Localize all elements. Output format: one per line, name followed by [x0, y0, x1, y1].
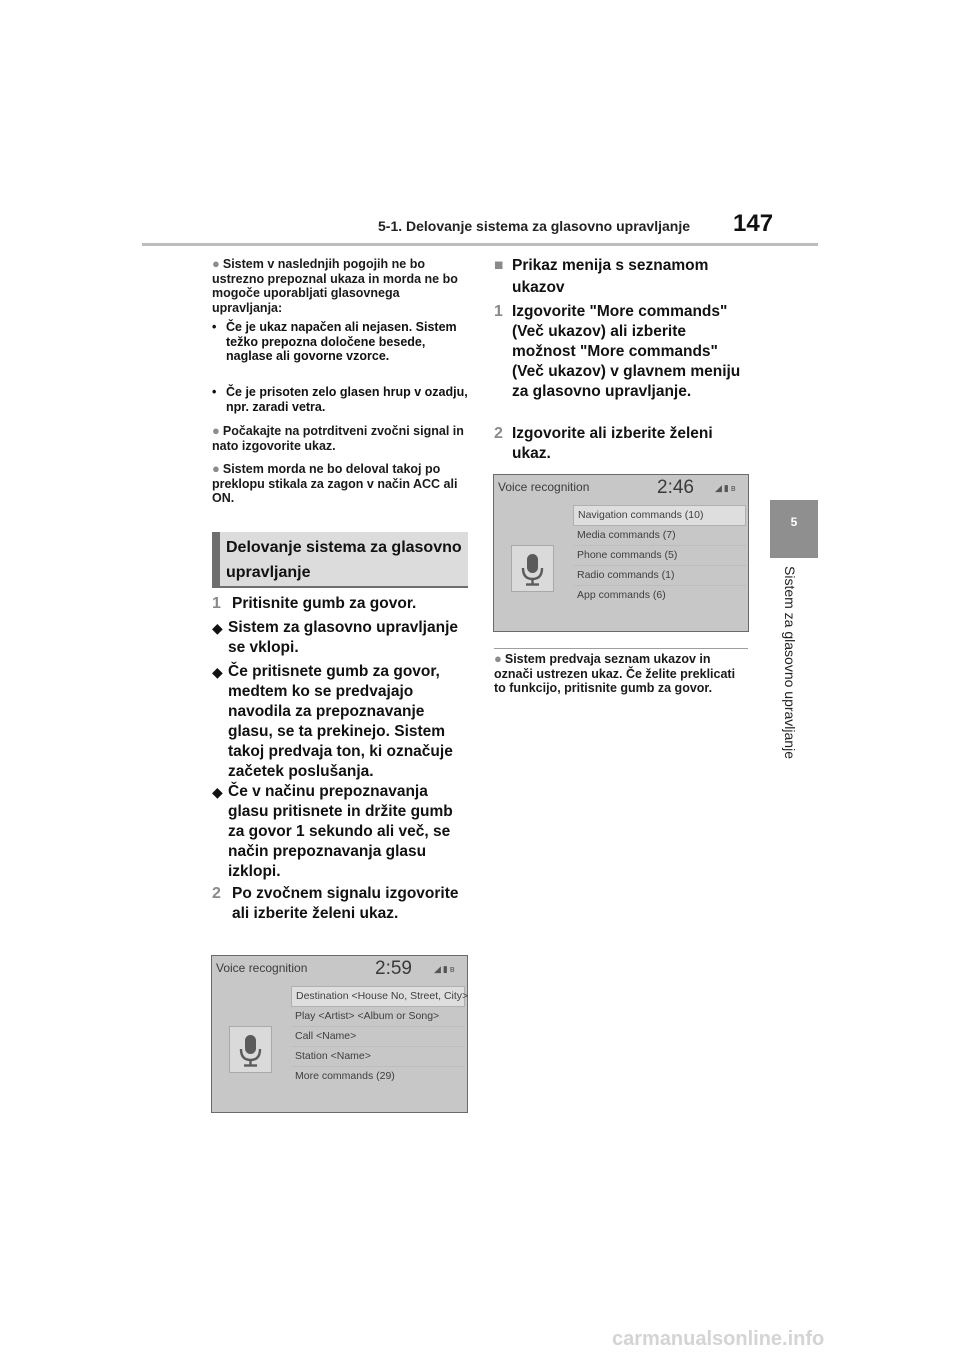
- note-2: ● Počakajte na potrditveni zvočni signal in nato izgovorite ukaz.: [212, 423, 464, 453]
- bullet-sub-icon: •: [212, 385, 217, 399]
- command-item[interactable]: More commands (29): [295, 1070, 395, 1082]
- screen-time: 2:59: [375, 958, 412, 979]
- command-item[interactable]: App commands (6): [577, 589, 666, 601]
- voice-recognition-screen-1: [211, 955, 468, 1113]
- mic-button[interactable]: [511, 545, 554, 592]
- bullet-diamond-icon: ◆: [212, 784, 223, 800]
- command-item[interactable]: Play <Artist> <Album or Song>: [291, 1007, 465, 1027]
- bullet-dot-icon: ●: [212, 256, 220, 271]
- screen-label: Voice recognition: [216, 961, 308, 975]
- bullet-dot-icon: ●: [212, 423, 220, 438]
- signal-icon: ◢: [434, 964, 443, 974]
- diamond-item-3: ◆ Če v načinu prepoznavanja glasu pritisnete in držite gumb za govor 1 sekundo ali več, se način prepoznavanja glasu izklopi.: [212, 783, 453, 880]
- lock-icon: ▮: [442, 964, 450, 974]
- bluetooth-icon: ʙ: [449, 964, 457, 974]
- microphone-icon: [512, 546, 553, 591]
- command-item[interactable]: Navigation commands (10): [573, 505, 746, 526]
- note-1: ● Sistem v naslednjih pogojih ne bo ustrezno prepoznal ukaza in morda ne bo mogoče uporabljati glasovnega upravljanja:: [212, 256, 458, 315]
- bullet-diamond-icon: ◆: [212, 620, 223, 636]
- right-step-2: 2 Izgovorite ali izberite želeni ukaz.: [494, 425, 713, 462]
- bullet-square-icon: ■: [494, 257, 504, 274]
- step-number: 1: [212, 595, 221, 612]
- sub-bullet-1: • Če je ukaz napačen ali nejasen. Sistem težko prepozna določene besede, naglase ali govorne vzorce.: [212, 320, 457, 363]
- chapter-tab: [770, 500, 818, 558]
- command-item[interactable]: Destination <House No, Street, City>: [291, 986, 465, 1007]
- screen-label: Voice recognition: [498, 480, 590, 494]
- note-divider: [494, 648, 748, 649]
- diamond-item-2: ◆ Če pritisnete gumb za govor, medtem ko se predvajajo navodila za prepoznavanje glasu, se ta prekinejo. Sistem takoj predvaja ton, ki označuje začetek poslušanja.: [212, 663, 453, 780]
- section-header-title: 5-1. Delovanje sistema za glasovno upravljanje: [378, 218, 691, 234]
- header-divider: [142, 243, 818, 246]
- microphone-icon: [230, 1027, 271, 1072]
- command-list: [573, 505, 746, 605]
- bullet-dot-icon: ●: [494, 651, 502, 666]
- chapter-tab-number: 5: [790, 515, 798, 529]
- section-heading-accent: [212, 532, 220, 587]
- status-icons: [715, 483, 738, 494]
- section-heading-underline: [212, 586, 468, 588]
- step-1: 1 Pritisnite gumb za govor.: [212, 595, 417, 612]
- right-step-1: 1 Izgovorite "More commands" (Več ukazov) ali izberite možnost "More commands" (Več ukazov) v glavnem meniju za glasovno upravljanje.: [494, 303, 741, 400]
- step-number: 2: [212, 885, 221, 902]
- bullet-dot-icon: ●: [212, 461, 220, 476]
- section-heading: Delovanje sistema za glasovno upravljanje: [226, 539, 462, 581]
- chapter-tab-label: Sistem za glasovno upravljanje: [782, 566, 798, 759]
- step-number: 1: [494, 303, 503, 320]
- step-number: 2: [494, 425, 503, 442]
- screen-time: 2:46: [657, 477, 694, 498]
- note-3: ● Sistem morda ne bo deloval takoj po preklopu stikala za zagon v način ACC ali ON.: [212, 461, 458, 505]
- watermark: carmanualsonline.info: [612, 1328, 825, 1350]
- right-note: ● Sistem predvaja seznam ukazov in označi ustrezen ukaz. Če želite preklicati to funkcijo, pritisnite gumb za govor.: [494, 651, 736, 695]
- bluetooth-icon: ʙ: [730, 483, 738, 493]
- signal-icon: ◢: [715, 483, 724, 493]
- diamond-item-1: ◆ Sistem za glasovno upravljanje se vklopi.: [212, 619, 458, 656]
- page-number: 147: [733, 210, 774, 237]
- lock-icon: ▮: [723, 483, 731, 493]
- mic-button[interactable]: [229, 1026, 272, 1073]
- subsection-heading: ■ Prikaz menija s seznamom ukazov: [494, 255, 750, 299]
- command-item[interactable]: Station <Name>: [291, 1047, 465, 1067]
- bullet-sub-icon: •: [212, 320, 217, 334]
- command-item[interactable]: Media commands (7): [573, 526, 746, 546]
- bullet-diamond-icon: ◆: [212, 664, 223, 680]
- command-list: [291, 986, 469, 1086]
- command-item[interactable]: Radio commands (1): [573, 566, 746, 586]
- command-item[interactable]: Call <Name>: [291, 1027, 465, 1047]
- sub-bullet-2: • Če je prisoten zelo glasen hrup v ozadju, npr. zaradi vetra.: [212, 385, 468, 414]
- status-icons: [434, 964, 457, 975]
- command-item[interactable]: Phone commands (5): [573, 546, 746, 566]
- step-2: 2 Po zvočnem signalu izgovorite ali izberite želeni ukaz.: [212, 885, 459, 922]
- voice-recognition-screen-2: [493, 474, 749, 632]
